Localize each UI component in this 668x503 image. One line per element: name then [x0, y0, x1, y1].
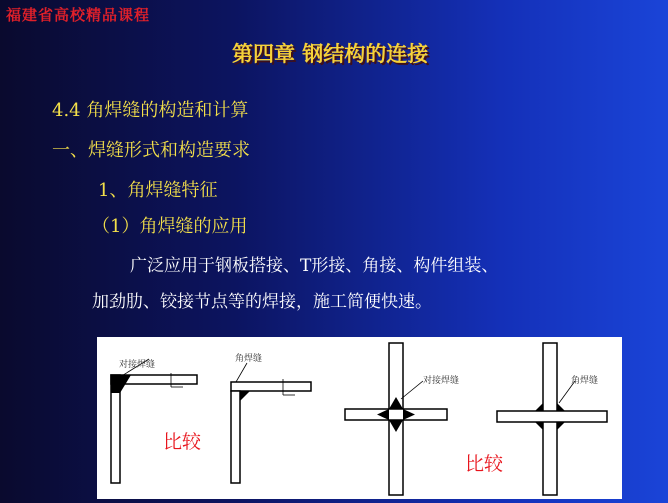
- compare-label-left: 比较: [163, 431, 202, 453]
- section-heading: 4.4 角焊缝的构造和计算: [52, 100, 249, 121]
- item-heading: （1）角焊缝的应用: [92, 216, 248, 237]
- body-paragraph-line-2: 加劲肋、铰接节点等的焊接，施工简便快速。: [92, 292, 432, 312]
- butt-weld-corner-drawing: [111, 359, 197, 483]
- weld-comparison-figure: [97, 337, 622, 499]
- fillet-weld-corner-drawing: [231, 363, 311, 483]
- body-paragraph-line-1: 广泛应用于钢板搭接、T形接、角接、构件组装、: [130, 256, 499, 276]
- weld-drawings: [97, 337, 622, 499]
- fillet-weld-cross-drawing: [497, 343, 607, 495]
- part-heading: 一、焊缝形式和构造要求: [52, 140, 250, 161]
- butt-weld-label-cross: 对接焊缝: [423, 376, 460, 386]
- butt-weld-label: 对接焊缝: [119, 360, 156, 370]
- course-banner: 福建省高校精品课程: [6, 6, 151, 24]
- fillet-weld-label: 角焊缝: [235, 354, 263, 364]
- fillet-weld-label-cross: 角焊缝: [571, 376, 599, 386]
- subsection-heading: 1、角焊缝特征: [98, 180, 218, 201]
- compare-label-right: 比较: [465, 453, 504, 475]
- butt-weld-cross-drawing: [345, 343, 447, 495]
- chapter-title: 第四章 钢结构的连接: [232, 42, 429, 66]
- fillet-weld-mark: [240, 391, 250, 401]
